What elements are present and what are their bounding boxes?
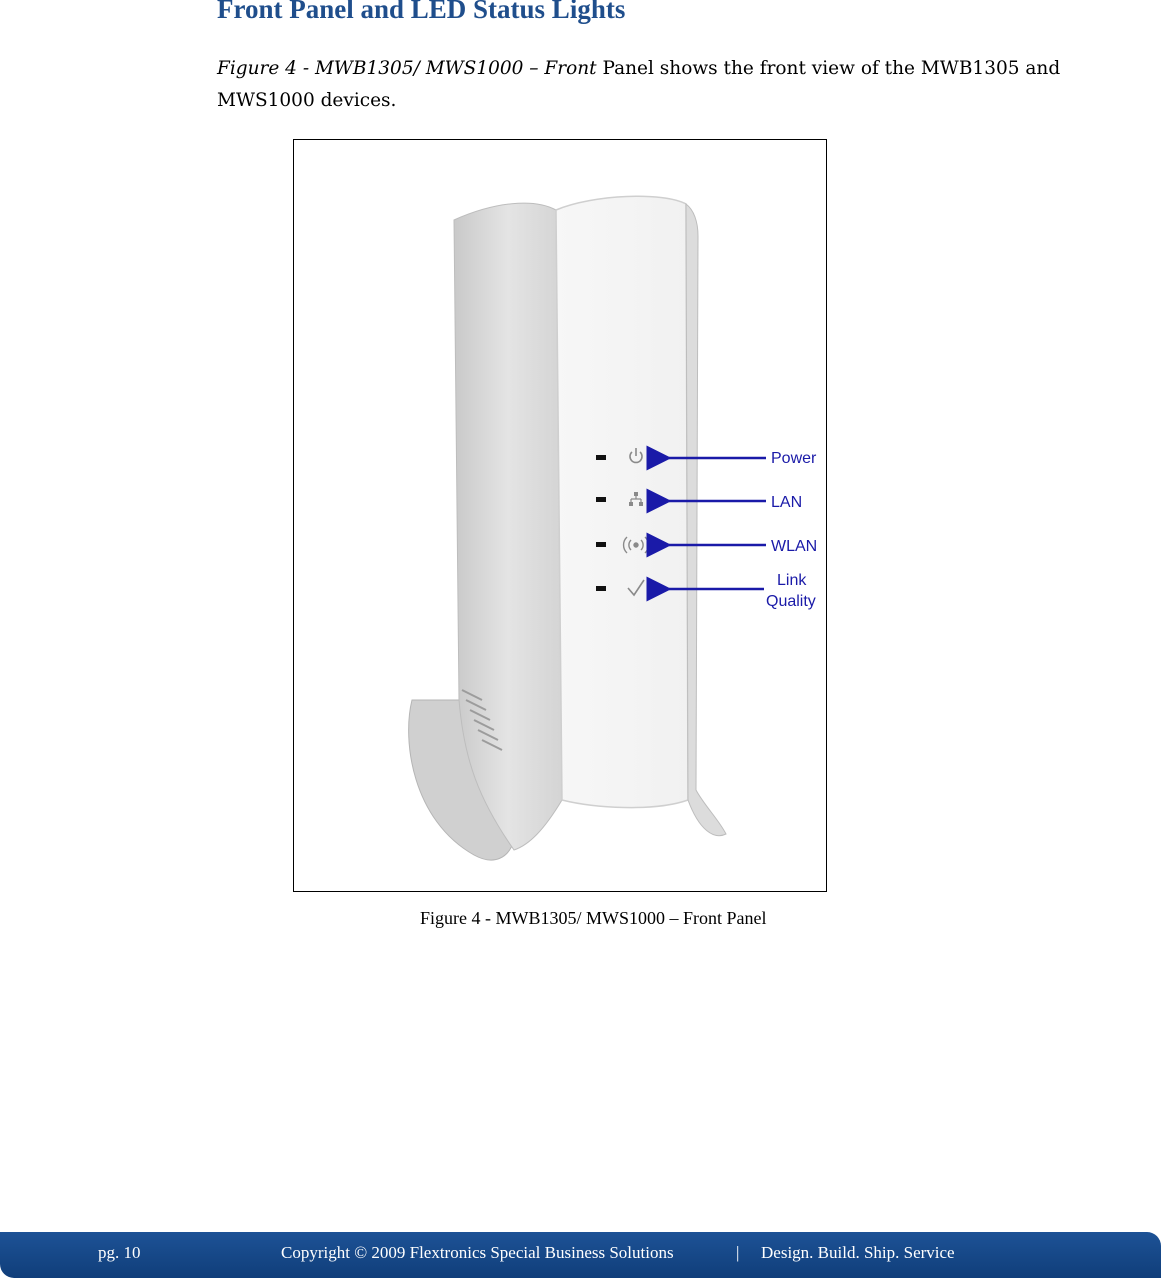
- copyright-text: Copyright © 2009 Flextronics Special Business Solutions: [281, 1243, 674, 1262]
- link-quality-led: [596, 586, 606, 591]
- footer-separator: |: [736, 1243, 740, 1262]
- figure-reference: Figure 4 - MWB1305/ MWS1000 – Front: [217, 58, 597, 79]
- device-right-edge: [686, 204, 726, 836]
- figure-frame: [293, 139, 827, 892]
- power-led: [596, 455, 606, 460]
- wlan-led: [596, 542, 606, 547]
- section-heading: Front Panel and LED Status Lights: [217, 0, 626, 24]
- device-front-face: [556, 196, 688, 807]
- intro-text: Panel shows the front view of the MWB1305 and MWS1000 devices.: [217, 58, 1061, 111]
- quality-label: Quality: [766, 593, 816, 610]
- power-label: Power: [771, 450, 817, 467]
- intro-paragraph: [217, 53, 1117, 117]
- wlan-label: WLAN: [771, 538, 818, 555]
- page-number: pg. 10: [98, 1243, 141, 1262]
- figure-caption: Figure 4 - MWB1305/ MWS1000 – Front Panel: [420, 908, 767, 928]
- lan-led: [596, 497, 606, 502]
- link-label: Link: [777, 572, 807, 589]
- device-side-panel: [454, 203, 562, 850]
- lan-label: LAN: [771, 494, 803, 511]
- device-front-illustration: [294, 140, 826, 891]
- footer-tagline: Design. Build. Ship. Service: [761, 1243, 955, 1262]
- page-footer: [0, 1232, 1161, 1278]
